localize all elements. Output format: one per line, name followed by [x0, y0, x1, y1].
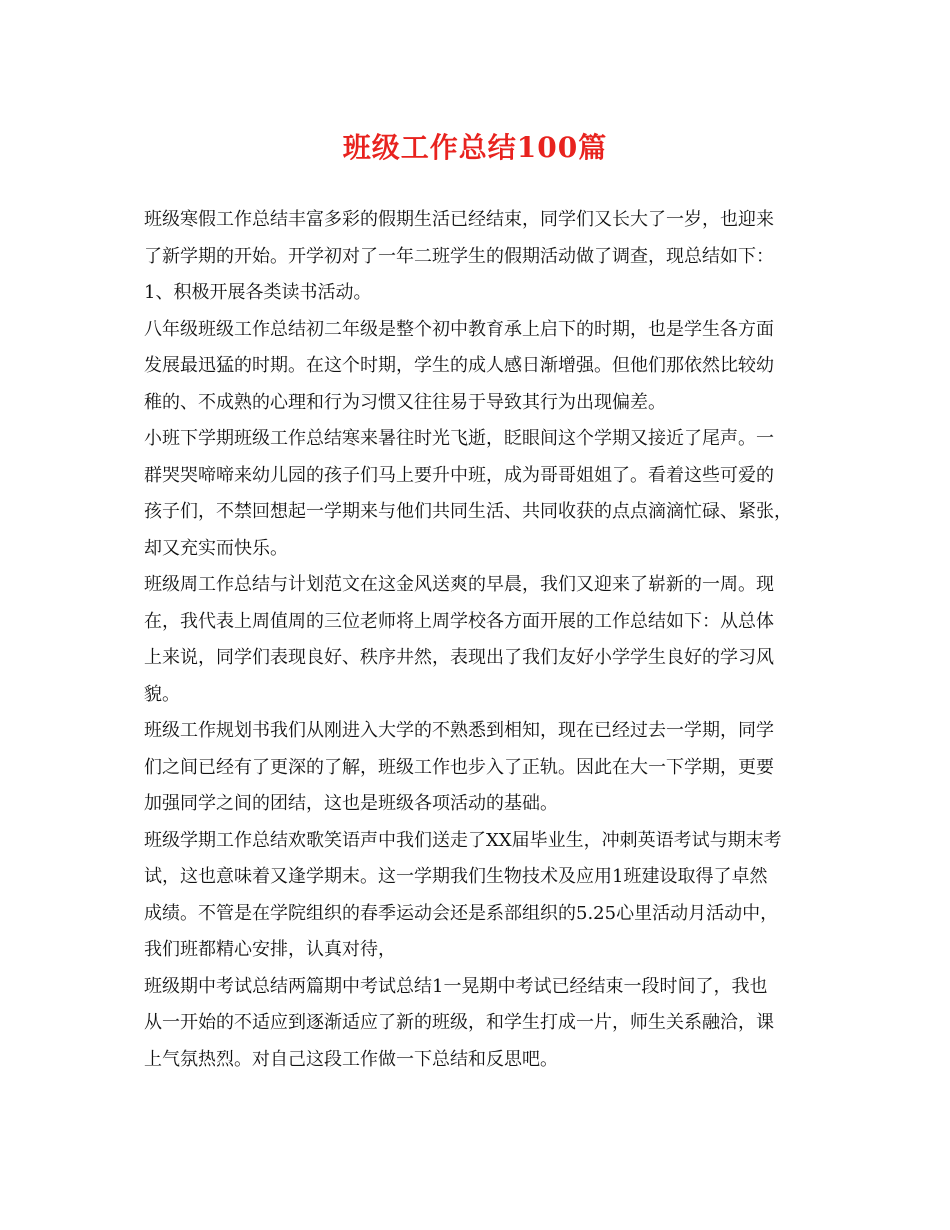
text-line: 孩子们，不禁回想起一学期来与他们共同生活、共同收获的点点滴滴忙碌、紧张， — [144, 501, 792, 522]
text-line: 貌。 — [144, 683, 180, 705]
text-line: 班级期中考试总结两篇期中考试总结1一晃期中考试已经结束一段时间了，我也 — [144, 975, 768, 997]
text-line: 却又充实而快乐。 — [144, 537, 288, 559]
text-line: 在，我代表上周值周的三位老师将上周学校各方面开展的工作总结如下：从总体 — [144, 610, 774, 632]
text-line: 成绩。不管是在学院组织的春季运动会还是系部组织的5.25心里活动月活动中， — [144, 902, 779, 924]
text-line: 了新学期的开始。开学初对了一年二班学生的假期活动做了调查，现总结如下： — [144, 245, 774, 267]
text-line: 加强同学之间的团结，这也是班级各项活动的基础。 — [144, 793, 558, 814]
text-line: 从一开始的不适应到逐渐适应了新的班级，和学生打成一片，师生关系融洽，课 — [144, 1012, 774, 1033]
text-line: 班级工作规划书我们从刚进入大学的不熟悉到相知，现在已经过去一学期，同学 — [144, 720, 774, 741]
text-line: 班级学期工作总结欢歌笑语声中我们送走了XX届毕业生，冲刺英语考试与期末考 — [144, 829, 782, 851]
text-line: 八年级班级工作总结初二年级是整个初中教育承上启下的时期，也是学生各方面 — [144, 318, 774, 340]
text-line: 上来说，同学们表现良好、秩序井然，表现出了我们友好小学学生良好的学习风 — [144, 647, 774, 668]
document-body — [144, 202, 814, 1078]
document-title: 班级工作总结100篇 — [342, 131, 608, 164]
text-line: 发展最迅猛的时期。在这个时期，学生的成人感日渐增强。但他们那依然比较幼 — [144, 355, 774, 376]
text-line: 稚的、不成熟的心理和行为习惯又往往易于导致其行为出现偏差。 — [144, 391, 666, 413]
text-line: 群哭哭啼啼来幼儿园的孩子们马上要升中班，成为哥哥姐姐了。看着这些可爱的 — [144, 464, 774, 486]
text-line: 我们班都精心安排，认真对待， — [144, 939, 396, 960]
text-line: 小班下学期班级工作总结寒来暑往时光飞逝，眨眼间这个学期又接近了尾声。一 — [144, 428, 774, 449]
text-line: 1、积极开展各类读书活动。 — [144, 282, 372, 303]
text-line: 们之间已经有了更深的了解，班级工作也步入了正轨。因此在大一下学期，更要 — [144, 756, 774, 778]
text-line: 上气氛热烈。对自己这段工作做一下总结和反思吧。 — [144, 1048, 558, 1070]
text-line: 试，这也意味着又逢学期末。这一学期我们生物技术及应用1班建设取得了卓然 — [144, 866, 768, 887]
text-line: 班级周工作总结与计划范文在这金风送爽的早晨，我们又迎来了崭新的一周。现 — [144, 574, 774, 595]
text-line: 班级寒假工作总结丰富多彩的假期生活已经结束，同学们又长大了一岁，也迎来 — [144, 209, 774, 230]
